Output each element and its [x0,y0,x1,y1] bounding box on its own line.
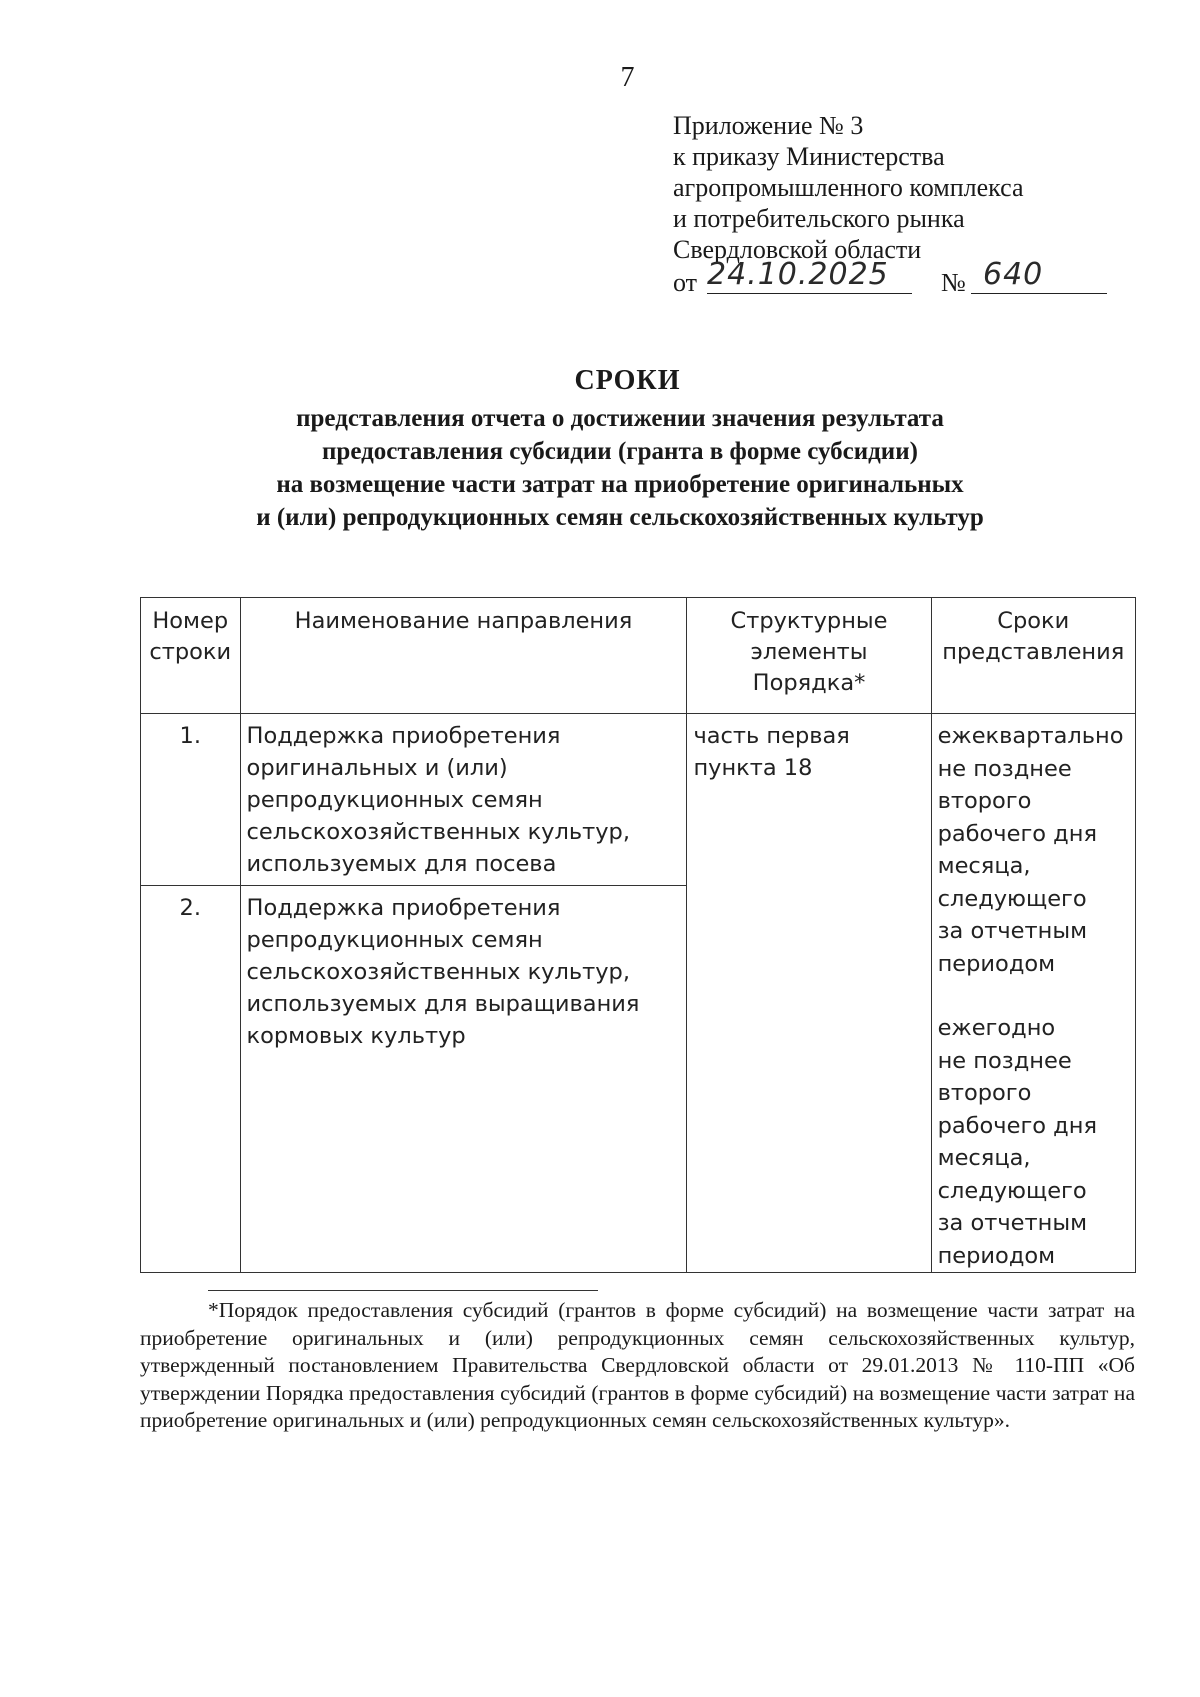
handwritten-number: 640 [971,259,1107,294]
appendix-block [673,110,1093,299]
cell-line: второго [937,1080,1032,1106]
footnote-divider [208,1290,598,1291]
table-header-row [141,598,1136,714]
row-number: 2. [141,886,241,1273]
cell-line: пункта 18 [693,755,813,781]
row-number: 1. [141,714,241,886]
cell-line: за отчетным [937,1210,1088,1236]
cell-line: месяца, [937,853,1031,879]
subtitle-line: предоставления субсидии (гранта в форме субсидии) [322,438,918,465]
header-text: Номер [152,608,229,634]
cell-line: ежеквартально [937,723,1124,749]
cell-line: сельскохозяйственных культур, [246,819,630,845]
cell-line: за отчетным [937,918,1088,944]
footnote: *Порядок предоставления субсидий (грантов в форме субсидий) на возмещение части затрат на приобретение оригинальных и (или) репродукционных семян сельскохозяйственных культур, утвержденный постановлением Правительства Свердловской области от 29.01.2013 № 110-ПП «Об утверждении Порядка предоставления субсидий (грантов в форме субсидий) на возмещение части затрат на приобретение оригинальных и (или) репродукционных семян сельскохозяйственных культур». [140,1298,1135,1432]
header-direction-name [240,598,687,714]
cell-line: оригинальных и (или) [246,755,508,781]
header-text: Порядка* [752,670,866,696]
appendix-line: агропромышленного комплекса [673,173,1024,202]
header-text: Наименование направления [294,608,633,634]
cell-line: следующего [937,885,1087,912]
cell-line: Поддержка приобретения [246,895,561,921]
subtitle-line: на возмещение части затрат на приобретение оригинальных [276,471,964,498]
handwritten-date: 24.10.2025 [707,259,912,294]
cell-line: Поддержка приобретения [246,723,561,749]
appendix-line: Свердловской области [673,235,922,264]
header-terms [931,598,1135,714]
cell-line: рабочего дня [937,820,1097,847]
cell-line: рабочего дня [937,1112,1097,1139]
appendix-line: Приложение № 3 [673,111,864,140]
cell-line: не позднее [937,755,1072,782]
direction-name [240,714,687,886]
number-label: № [941,268,966,297]
cell-line: месяца, [937,1145,1031,1171]
appendix-line: и потребительского рынка [673,204,965,233]
header-text: строки [149,639,232,665]
cell-line: используемых для посева [246,851,557,877]
header-row-number [141,598,241,714]
terms-cell [931,714,1135,1273]
order-date-line [673,257,1093,299]
cell-line: репродукционных семян [246,787,543,813]
cell-line: второго [937,788,1032,814]
cell-line: используемых для выращивания [246,991,640,1017]
subtitle-line: и (или) репродукционных семян сельскохозяйственных культур [256,504,984,531]
header-text: представления [942,639,1125,665]
cell-line: часть первая [693,723,850,749]
header-text: элементы [750,639,868,665]
cell-line: не позднее [937,1047,1072,1074]
table-row [141,714,1136,886]
document-subtitle [180,402,1060,534]
header-text: Структурные [730,608,888,634]
cell-line: периодом [937,1242,1056,1269]
terms-table [140,597,1136,1273]
cell-line: кормовых культур [246,1023,466,1049]
document-title: СРОКИ [574,365,681,396]
cell-line: сельскохозяйственных культур, [246,959,630,985]
page-number: 7 [620,62,635,93]
header-structural-elements [687,598,931,714]
cell-line: следующего [937,1177,1087,1204]
date-prefix: от [673,268,698,297]
appendix-line: к приказу Министерства [673,142,945,171]
cell-line: ежегодно [937,1015,1056,1041]
header-text: Сроки [997,608,1070,634]
structural-elements-cell [687,714,931,1273]
cell-line: репродукционных семян [246,927,543,953]
cell-line: периодом [937,950,1056,977]
direction-name [240,886,687,1273]
spacer [938,980,1129,1012]
subtitle-line: представления отчета о достижении значения результата [296,405,944,432]
